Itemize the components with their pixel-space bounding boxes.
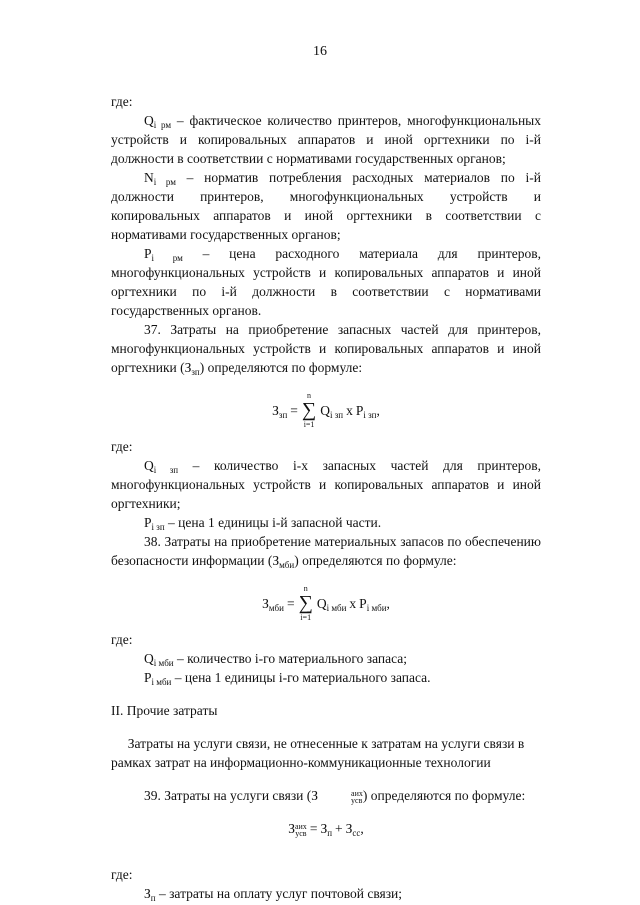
subsection-title: Затраты на услуги связи, не отнесенные к затратам на услуги связи в рамках затрат на информационно-коммуникационные технологии — [111, 736, 525, 770]
paragraph-39: 39. Затраты на услуги связи (З аих усв ) определяются по формуле: — [144, 788, 526, 805]
formula-39: З аих усв = $З_п$ + $З_{сс}$, — [288, 821, 364, 838]
paragraph-38: 38. Затраты на приобретение материальных запасов по обеспечению безопасности информации $(З_{мби})$ определяются по формуле: — [111, 534, 541, 570]
where-label: где: — [111, 94, 133, 109]
definition-p-zp: $P_{i зп}$ – цена 1 единицы i-й запасной части. — [144, 515, 382, 532]
definition-q-mbi: $Q_{i мби}$ – количество i-го материального запаса; — [144, 651, 408, 668]
definition-q-rm: $Q_{i рм}$ – фактическое количество принтеров, многофункциональных устройств и копировальных аппаратов и иной оргтехники по i-й должности в соответствии с нормативами государственных органов; — [111, 113, 541, 166]
where-label: где: — [111, 439, 133, 454]
sum-operator: n ∑ i=1 — [298, 584, 313, 622]
definition-p-rm: $P_{i рм}$ – цена расходного материала для принтеров, многофункциональных устройств и копировальных аппаратов и иной оргтехники по i-й должности в соответствии с нормативами государственных органов. — [111, 246, 542, 318]
document-body — [111, 92, 541, 903]
formula-37: $З_{зп}$ = n ∑ i=1 $Q_{i зп}$ x $P_{i зп}$, — [272, 391, 380, 429]
definition-p-mbi: $P_{i мби}$ – цена 1 единицы i-го материального запаса. — [144, 670, 431, 687]
formula-38: $З_{мби}$ = n ∑ i=1 $Q_{i мби}$ x $P_{i мби}$, — [262, 584, 390, 622]
definition-q-zp: $Q_{i зп}$ – количество i-х запасных частей для принтеров, многофункциональных устройств и копировальных аппаратов и иной оргтехники; — [111, 458, 541, 511]
where-label: где: — [111, 632, 133, 647]
page-number: 16 — [313, 44, 327, 59]
definition-n-rm: $N_{i рм}$ – норматив потребления расходных материалов по i-й должности принтеров, многофункциональных устройств и копировальных аппаратов и иной оргтехники в соответствии с нормативами государственных органов; — [111, 170, 542, 242]
sum-operator: n ∑ i=1 — [301, 391, 317, 429]
section-title: II. Прочие затраты — [111, 703, 218, 718]
paragraph-37: 37. Затраты на приобретение запасных частей для принтеров, многофункциональных устройств и копировальных аппаратов и иной оргтехники $(З_{зп})$ определяются по формуле: — [111, 322, 541, 377]
where-label: где: — [111, 867, 133, 882]
definition-z-p: $З_п$ – затраты на оплату услуг почтовой связи; — [144, 886, 403, 903]
